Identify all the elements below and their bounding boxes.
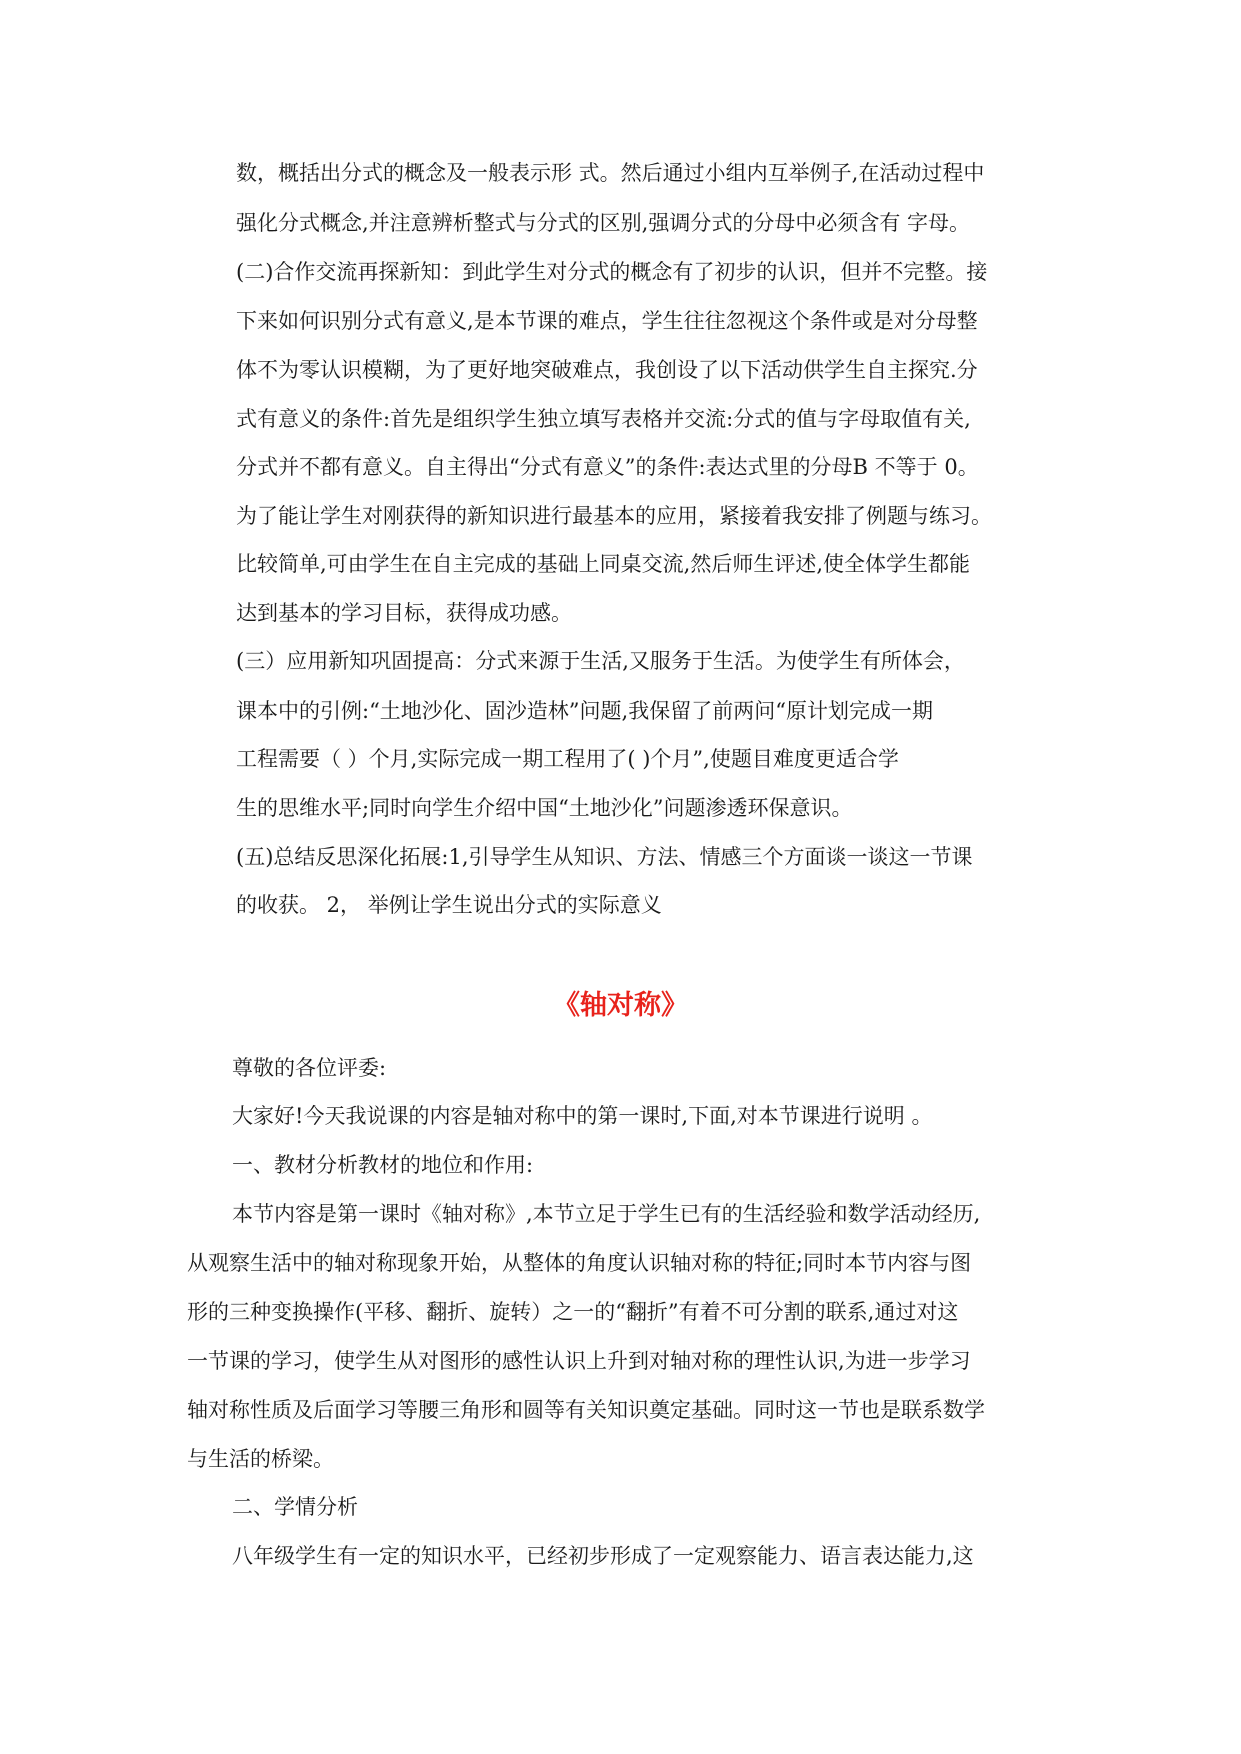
paragraph-line: 从观察生活中的轴对称现象开始，从整体的角度认识轴对称的特征;同时本节内容与图 [187,1251,972,1275]
paragraph-line: 生的思维水平;同时向学生介绍中国“土地沙化”问题渗透环保意识。 [236,796,853,820]
paragraph-line: 下来如何识别分式有意义,是本节课的难点，学生往往忽视这个条件或是对分母整 [236,309,978,333]
paragraph-line: (五)总结反思深化拓展:1,引导学生从知识、方法、情感三个方面谈一谈这一节课 [236,845,973,869]
paragraph-line: (二)合作交流再探新知：到此学生对分式的概念有了初步的认识，但并不完整。接 [236,260,988,284]
paragraph-line: 轴对称性质及后面学习等腰三角形和圆等有关知识奠定基础。同时这一节也是联系数学 [187,1398,985,1422]
paragraph-line: 数，概括出分式的概念及一般表示形 式。然后通过小组内互举例子,在活动过程中 [236,161,985,185]
paragraph-line: 达到基本的学习目标，获得成功感。 [236,601,572,625]
paragraph-line: 工程需要（ ）个月,实际完成一期工程用了( )个月”,使题目难度更适合学 [236,747,899,771]
paragraph-line: 本节内容是第一课时《轴对称》,本节立足于学生已有的生活经验和数学活动经历, [232,1202,981,1226]
paragraph-line: (三）应用新知巩固提高：分式来源于生活,又服务于生活。为使学生有所体会， [236,649,965,673]
paragraph-line: 分式并不都有意义。自主得出“分式有意义”的条件:表达式里的分母B 不等于 0。 [236,455,979,479]
paragraph-line: 一、教材分析教材的地位和作用: [232,1153,534,1177]
paragraph-line: 与生活的桥梁。 [187,1447,334,1471]
paragraph-line: 课本中的引例:“土地沙化、固沙造林”问题,我保留了前两问“原计划完成一期 [236,699,933,723]
paragraph-line: 八年级学生有一定的知识水平，已经初步形成了一定观察能力、语言表达能力,这 [232,1544,974,1568]
paragraph-line: 比较简单,可由学生在自主完成的基础上同桌交流,然后师生评述,使全体学生都能 [236,552,971,576]
paragraph-line: 二、学情分析 [232,1495,358,1519]
paragraph-line: 尊敬的各位评委: [232,1056,387,1080]
paragraph-line: 形的三种变换操作(平移、翻折、旋转）之一的“翻折”有着不可分割的联系,通过对这 [187,1300,959,1324]
paragraph-line: 大家好!今天我说课的内容是轴对称中的第一课时,下面,对本节课进行说明 。 [232,1104,933,1128]
page-title: 《轴对称》 [553,990,688,1021]
paragraph-line: 一节课的学习，使学生从对图形的感性认识上升到对轴对称的理性认识,为进一步学习 [187,1349,971,1373]
paragraph-line: 强化分式概念,并注意辨析整式与分式的区别,强调分式的分母中必须含有 字母。 [236,211,971,235]
paragraph-line: 的收获。 2， 举例让学生说出分式的实际意义 [236,893,662,917]
paragraph-line: 式有意义的条件:首先是组织学生独立填写表格并交流:分式的值与字母取值有关, [236,407,971,431]
paragraph-line: 体不为零认识模糊，为了更好地突破难点，我创设了以下活动供学生自主探究.分 [236,358,978,382]
paragraph-line: 为了能让学生对刚获得的新知识进行最基本的应用，紧接着我安排了例题与练习。 [236,504,992,528]
